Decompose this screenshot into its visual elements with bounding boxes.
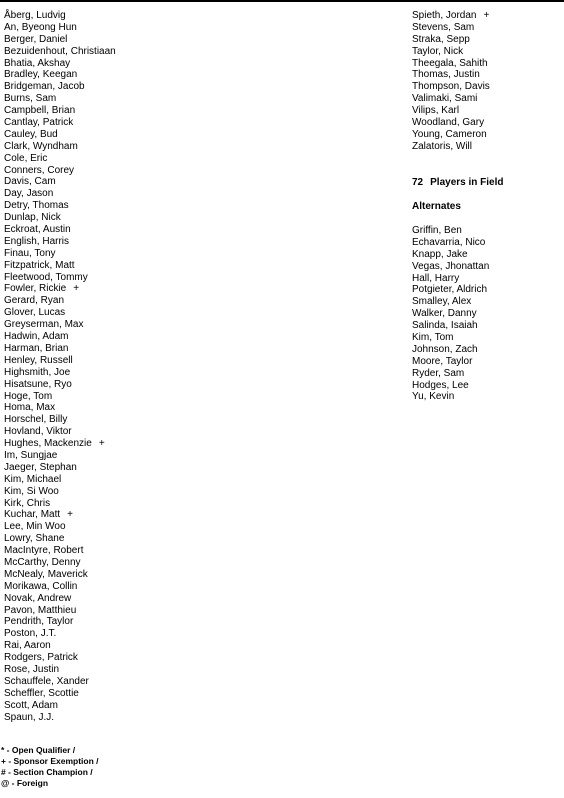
player-name: Hovland, Viktor <box>4 426 72 438</box>
alternate-entry: Kim, Tom <box>412 332 454 344</box>
player-list-column-1 <box>4 10 204 723</box>
player-name: Pendrith, Taylor <box>4 616 74 628</box>
player-name: Bradley, Keegan <box>4 69 78 81</box>
player-entry <box>4 509 204 521</box>
player-name: Detry, Thomas <box>4 200 69 212</box>
player-name: Woodland, Gary <box>412 117 485 129</box>
legend <box>1 745 99 789</box>
player-name: Dunlap, Nick <box>4 212 61 224</box>
player-name: Cantlay, Patrick <box>4 117 74 129</box>
player-entry <box>4 628 204 640</box>
player-name: Theegala, Sahith <box>412 57 488 69</box>
alternate-entry: Echavarria, Nico <box>412 236 486 248</box>
players-in-field-count <box>412 177 504 188</box>
player-name: Thomas, Justin <box>412 69 480 81</box>
player-entry <box>4 200 204 212</box>
player-name: Stevens, Sam <box>412 21 475 33</box>
player-name: Hughes, Mackenzie <box>4 438 92 450</box>
player-entry <box>4 283 204 295</box>
player-entry <box>4 188 204 200</box>
alternate-entry: Smalley, Alex <box>412 296 472 308</box>
player-name: Gerard, Ryan <box>4 295 65 307</box>
player-name: Spaun, J.J. <box>4 711 55 723</box>
player-entry <box>4 331 204 343</box>
player-name: Bridgeman, Jacob <box>4 81 85 93</box>
alternate-entry: Griffin, Ben <box>412 225 462 236</box>
alternate-entry: Ryder, Sam <box>412 367 465 379</box>
player-entry <box>4 129 204 141</box>
player-entry <box>4 176 204 188</box>
player-entry <box>4 117 204 129</box>
player-entry <box>4 474 204 486</box>
player-entry <box>4 569 204 581</box>
player-entry <box>4 212 204 224</box>
player-name: English, Harris <box>4 235 70 247</box>
player-entry <box>412 105 562 117</box>
player-entry <box>4 712 204 724</box>
player-entry <box>4 438 204 450</box>
legend-open-qualifier: * - Open Qualifier / <box>1 745 76 755</box>
player-entry <box>4 367 204 379</box>
player-entry <box>4 224 204 236</box>
player-entry <box>4 272 204 284</box>
alternates-heading: Alternates <box>412 201 461 212</box>
player-entry <box>4 81 204 93</box>
player-name: Straka, Sepp <box>412 33 470 45</box>
player-entry <box>4 153 204 165</box>
player-name: Im, Sungjae <box>4 449 58 461</box>
player-name: Greyserman, Max <box>4 319 84 331</box>
player-marker: + <box>98 438 105 450</box>
player-entry <box>412 81 562 93</box>
player-entry <box>4 652 204 664</box>
legend-foreign: @ - Foreign <box>1 778 49 788</box>
player-name: Conners, Corey <box>4 164 75 176</box>
player-entry <box>4 379 204 391</box>
player-name: Scheffler, Scottie <box>4 687 79 699</box>
player-name: Highsmith, Joe <box>4 366 71 378</box>
alternate-entry: Vegas, Jhonattan <box>412 260 490 272</box>
player-name: Burns, Sam <box>4 93 57 105</box>
player-name: Kirk, Chris <box>4 497 51 509</box>
player-entry <box>4 688 204 700</box>
player-entry <box>4 10 204 22</box>
player-entry <box>412 117 562 129</box>
player-entry <box>4 295 204 307</box>
player-entry <box>4 700 204 712</box>
player-name: Morikawa, Collin <box>4 580 78 592</box>
player-name: MacIntyre, Robert <box>4 545 84 557</box>
field-count-label: Players in Field <box>430 177 504 188</box>
player-name: Homa, Max <box>4 402 56 414</box>
player-name: Poston, J.T. <box>4 628 57 640</box>
player-entry <box>4 22 204 34</box>
player-marker: + <box>73 283 80 295</box>
player-name: Young, Cameron <box>412 128 487 140</box>
player-name: Spieth, Jordan <box>412 10 477 21</box>
player-entry <box>4 165 204 177</box>
player-entry <box>4 105 204 117</box>
player-entry <box>4 319 204 331</box>
player-name: Åberg, Ludvig <box>4 10 66 21</box>
player-name: Thompson, Davis <box>412 81 490 93</box>
legend-section-champion: # - Section Champion / <box>1 767 93 777</box>
player-name: Harman, Brian <box>4 342 69 354</box>
player-entry <box>4 69 204 81</box>
player-entry <box>4 355 204 367</box>
player-name: Campbell, Brian <box>4 105 76 117</box>
player-entry <box>4 498 204 510</box>
player-entry <box>412 141 562 153</box>
player-entry <box>4 521 204 533</box>
player-entry <box>4 581 204 593</box>
player-entry <box>4 93 204 105</box>
player-entry <box>412 46 562 58</box>
player-entry <box>4 58 204 70</box>
player-entry <box>4 402 204 414</box>
player-name: Zalatoris, Will <box>412 140 473 152</box>
player-entry <box>4 391 204 403</box>
player-entry <box>4 236 204 248</box>
player-name: Davis, Cam <box>4 176 56 188</box>
player-entry <box>4 343 204 355</box>
player-entry <box>412 34 562 46</box>
player-entry <box>412 69 562 81</box>
alternate-entry: Salinda, Isaiah <box>412 320 478 332</box>
player-name: Rai, Aaron <box>4 640 51 652</box>
player-marker: + <box>483 10 490 21</box>
player-name: Eckroat, Austin <box>4 224 71 236</box>
player-name: Kim, Si Woo <box>4 485 59 497</box>
player-entry <box>4 676 204 688</box>
player-name: McNealy, Maverick <box>4 568 88 580</box>
player-entry <box>4 640 204 652</box>
player-name: McCarthy, Denny <box>4 556 81 568</box>
player-marker: + <box>67 509 73 521</box>
player-entry <box>4 248 204 260</box>
player-entry <box>4 486 204 498</box>
player-name: Novak, Andrew <box>4 592 72 604</box>
player-entry <box>4 545 204 557</box>
player-entry <box>4 307 204 319</box>
player-name: Glover, Lucas <box>4 307 66 319</box>
alternate-entry: Potgieter, Aldrich <box>412 284 488 296</box>
player-name: Hoge, Tom <box>4 390 53 402</box>
player-name: Schauffele, Xander <box>4 675 89 687</box>
player-name: An, Byeong Hun <box>4 21 77 33</box>
alternate-entry: Hall, Harry <box>412 272 460 284</box>
player-entry <box>4 450 204 462</box>
top-rule <box>0 0 564 2</box>
player-name: Kuchar, Matt <box>4 509 61 521</box>
player-entry <box>4 557 204 569</box>
player-entry <box>412 10 562 22</box>
alternates-list <box>412 225 489 403</box>
player-name: Finau, Tony <box>4 247 56 259</box>
player-entry <box>4 616 204 628</box>
player-entry <box>4 605 204 617</box>
player-name: Clark, Wyndham <box>4 140 78 152</box>
player-name: Bhatia, Akshay <box>4 57 71 69</box>
player-name: Rodgers, Patrick <box>4 652 78 664</box>
player-list-column-2 <box>412 10 562 153</box>
player-name: Hisatsune, Ryo <box>4 378 72 390</box>
player-entry <box>412 58 562 70</box>
player-name: Cole, Eric <box>4 152 48 164</box>
player-name: Fowler, Rickie <box>4 283 67 295</box>
alternate-entry: Moore, Taylor <box>412 355 473 367</box>
player-name: Berger, Daniel <box>4 33 68 45</box>
player-entry <box>4 426 204 438</box>
alternate-entry: Johnson, Zach <box>412 343 478 355</box>
alternate-entry: Yu, Kevin <box>412 391 455 403</box>
player-entry <box>4 593 204 605</box>
player-entry <box>4 34 204 46</box>
alternate-entry: Knapp, Jake <box>412 248 468 260</box>
alternate-entry: Hodges, Lee <box>412 379 469 391</box>
legend-sponsor-exemption: + - Sponsor Exemption / <box>1 756 99 766</box>
player-entry <box>4 46 204 58</box>
player-name: Lowry, Shane <box>4 533 65 545</box>
player-entry <box>412 93 562 105</box>
player-entry <box>4 414 204 426</box>
player-name: Taylor, Nick <box>412 45 464 57</box>
player-entry <box>412 22 562 34</box>
player-name: Lee, Min Woo <box>4 521 66 533</box>
player-name: Cauley, Bud <box>4 128 58 140</box>
player-name: Jaeger, Stephan <box>4 461 77 473</box>
player-name: Kim, Michael <box>4 473 62 485</box>
player-entry <box>4 664 204 676</box>
player-name: Horschel, Billy <box>4 414 68 426</box>
player-entry <box>4 260 204 272</box>
player-entry <box>4 462 204 474</box>
player-entry <box>4 141 204 153</box>
player-name: Valimaki, Sami <box>412 93 478 105</box>
player-name: Vilips, Karl <box>412 105 460 117</box>
player-name: Hadwin, Adam <box>4 331 69 343</box>
player-name: Fleetwood, Tommy <box>4 271 88 283</box>
player-name: Fitzpatrick, Matt <box>4 259 75 271</box>
player-name: Henley, Russell <box>4 354 73 366</box>
player-name: Day, Jason <box>4 188 54 200</box>
player-entry <box>412 129 562 141</box>
player-name: Scott, Adam <box>4 699 58 711</box>
player-name: Rose, Justin <box>4 663 60 675</box>
player-name: Pavon, Matthieu <box>4 604 77 616</box>
field-count-number: 72 <box>412 177 424 188</box>
player-name: Bezuidenhout, Christiaan <box>4 45 116 57</box>
player-entry <box>4 533 204 545</box>
alternate-entry: Walker, Danny <box>412 308 477 320</box>
